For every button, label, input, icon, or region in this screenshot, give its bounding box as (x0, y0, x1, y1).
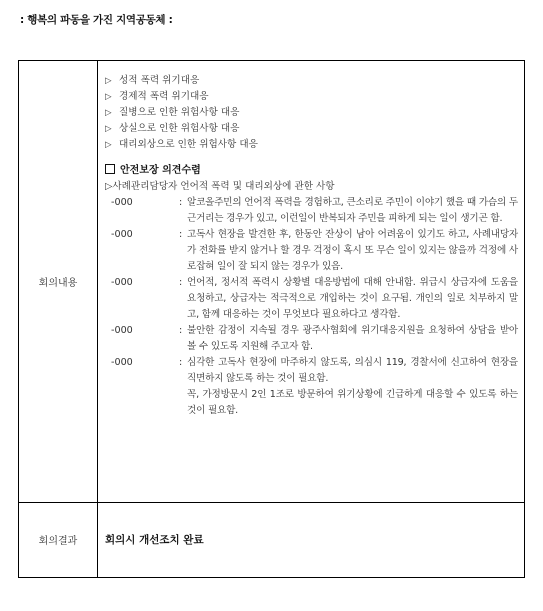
triangle-bullet-icon: ▷ (105, 76, 112, 86)
page-heading: : 행복의 파동을 가진 지역공동체 : (20, 14, 173, 26)
entry-text: 심각한 고독사 현장에 마주하지 않도록, 의심시 119, 경찰서에 신고하여 현장을 직면하지 않도록 하는 것이 필요함. (187, 357, 518, 384)
entry-text: 언어적, 정서적 폭력시 상황별 대응방법에 대해 안내함. 위급시 상급자에 도움을 요청하고, 상급자는 적극적으로 개입하는 것이 요구됨. 개인의 일로 치부하지 말고, 함께 대응하는 것이 무엇보다 필요하다고 생각함. (187, 277, 518, 320)
entry-name: -000 (111, 197, 133, 208)
meeting-result-text: 회의시 개선조치 완료 (105, 534, 204, 546)
section-subtitle: ▷사례관리담당자 언어적 폭력 및 대리외상에 관한 사항 (105, 181, 335, 192)
meeting-table (18, 60, 525, 578)
entry-text: 꼭, 가정방문시 2인 1조로 방문하여 위기상황에 긴급하게 대응할 수 있도록 하는 것이 필요함. (187, 389, 518, 416)
opinion-entry: -000 : 알코올주민의 언어적 폭력을 경험하고, 큰소리로 주민이 이야기 했을 때 가슴의 두근거리는 경우가 있고, 이런일이 반복되자 주민을 피하게 되는 일이 생기곤 함. (105, 195, 518, 227)
opinion-entry: -000 : 심각한 고독사 현장에 마주하지 않도록, 의심시 119, 경찰서에 신고하여 현장을 직면하지 않도록 하는 것이 필요함. (105, 355, 518, 387)
agenda-item: ▷ 질병으로 인한 위험사항 대응 (105, 105, 518, 121)
triangle-bullet-icon: ▷ (105, 140, 112, 150)
meeting-content-row (19, 61, 524, 503)
meeting-content-label: 회의내용 (19, 61, 98, 502)
entry-name: -000 (111, 277, 133, 288)
agenda-item: ▷ 상실으로 인한 위험사항 대응 (105, 121, 518, 137)
entry-text: 알코올주민의 언어적 폭력을 경험하고, 큰소리로 주민이 이야기 했을 때 가슴의 두근거리는 경우가 있고, 이런일이 반복되자 주민을 피하게 되는 일이 생기곤 함. (187, 197, 518, 224)
opinion-entry: -000 : 불안한 감정이 지속될 경우 광주사협회에 위기대응지원을 요청하여 상담을 받아볼 수 있도록 지원해 주고자 함. (105, 323, 518, 355)
meeting-result-label: 회의결과 (19, 502, 98, 577)
triangle-bullet-icon: ▷ (105, 108, 112, 118)
section-title: 안전보장 의견수렴 (105, 163, 518, 179)
agenda-item: ▷ 경제적 폭력 위기대응 (105, 89, 518, 105)
agenda-item: ▷ 대리외상으로 인한 위험사항 대응 (105, 137, 518, 153)
entry-text: 고독사 현장을 발견한 후, 한동안 잔상이 남아 어려움이 있기도 하고, 사례내당자가 전화를 받지 않거나 할 경우 걱정이 혹시 또 무슨 일이 있지는 않을까 걱정에 사로잡혀 일이 잘 되지 않는 경우가 있음. (187, 229, 518, 272)
triangle-bullet-icon: ▷ (105, 181, 113, 192)
agenda-item: ▷ 성적 폭력 위기대응 (105, 73, 518, 89)
opinion-entry: -000 : 언어적, 정서적 폭력시 상황별 대응방법에 대해 안내함. 위급시 상급자에 도움을 요청하고, 상급자는 적극적으로 개입하는 것이 요구됨. 개인의 일로 치부하지 말고, 함께 대응하는 것이 무엇보다 필요하다고 생각함. (105, 275, 518, 323)
triangle-bullet-icon: ▷ (105, 124, 112, 134)
entry-name: -000 (111, 357, 133, 368)
entry-name: -000 (111, 325, 133, 336)
opinion-entry (105, 387, 518, 419)
triangle-bullet-icon: ▷ (105, 92, 112, 102)
entry-name (105, 387, 179, 419)
checkbox-square-icon (105, 164, 115, 174)
entry-text: 불안한 감정이 지속될 경우 광주사협회에 위기대응지원을 요청하여 상담을 받아볼 수 있도록 지원해 주고자 함. (187, 325, 518, 352)
meeting-content (105, 73, 518, 419)
meeting-result-row (19, 502, 524, 577)
entry-name: -000 (111, 229, 133, 240)
opinion-entry: -000 : 고독사 현장을 발견한 후, 한동안 잔상이 남아 어려움이 있기도 하고, 사례내당자가 전화를 받지 않거나 할 경우 걱정이 혹시 또 무슨 일이 있지는 않을까 걱정에 사로잡혀 일이 잘 되지 않는 경우가 있음. (105, 227, 518, 275)
